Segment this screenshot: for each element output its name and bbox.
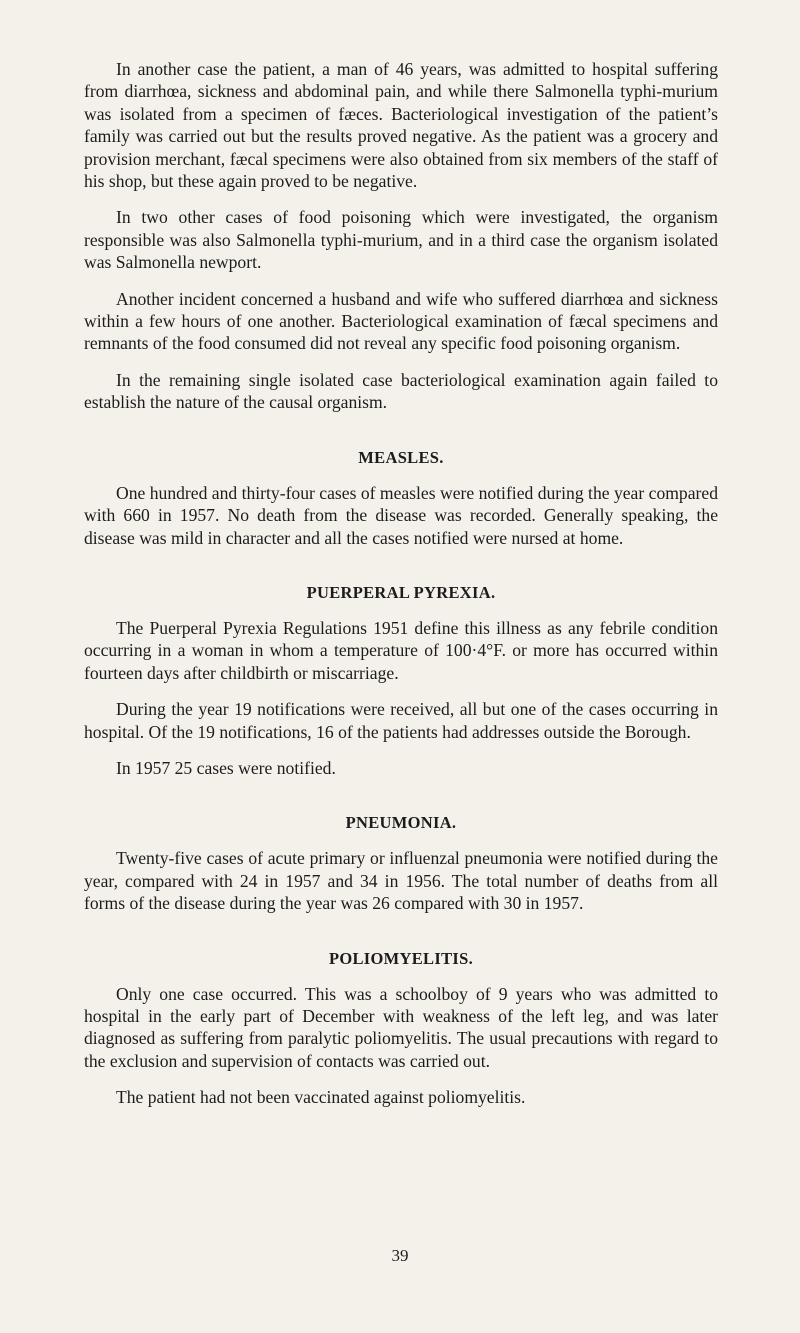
paragraph: The patient had not been vaccinated against poliomyelitis.	[116, 1087, 526, 1108]
poliomyelitis-section	[84, 915, 718, 1109]
pneumonia-section	[84, 779, 718, 914]
paragraph: In another case the patient, a man of 46 years, was admitted to hospital suffering from diarrhœa, sickness and abdominal pain, and while there Salmonella typhi-murium was isolated from a specimen of fæces. Bacteriological investigation of the patient’s family was carried out but the results proved negative. As the patient was a grocery and provision merchant, fæcal specimens were also obtained from six members of the staff of his shop, but these again proved to be negative.	[84, 59, 718, 192]
paragraph: In 1957 25 cases were notified.	[116, 757, 336, 778]
section-heading: PUERPERAL PYREXIA.	[306, 582, 496, 602]
paragraph: Twenty-five cases of acute primary or influenzal pneumonia were notified during the year, compared with 24 in 1957 and 34 in 1956. The total number of deaths from all forms of the disease during the year was 26 compared with 30 in 1957.	[84, 848, 718, 914]
section-heading: PNEUMONIA.	[345, 813, 457, 833]
page-number: 39	[391, 1246, 409, 1265]
puerperal-pyrexia-section	[84, 549, 718, 779]
section-heading: POLIOMYELITIS.	[328, 948, 474, 968]
measles-section	[84, 414, 718, 549]
paragraph: The Puerperal Pyrexia Regulations 1951 define this illness as any febrile condition occurring in a woman in whom a temperature of 100·4°F. or more has occurred within fourteen days after childbirth or miscarriage.	[84, 617, 718, 683]
section-heading: MEASLES.	[358, 447, 444, 467]
paragraph: Only one case occurred. This was a schoolboy of 9 years who was admitted to hospital in the early part of December with weakness of the left leg, and was later diagnosed as suffering from paralytic poliomyelitis. The usual precautions with regard to the exclusion and supervision of contacts was carried out.	[84, 983, 718, 1071]
food-poisoning-section	[84, 58, 718, 414]
paragraph: In two other cases of food poisoning which were investigated, the organism responsible was also Salmonella typhi-murium, and in a third case the organism isolated was Salmonella newport.	[84, 207, 718, 273]
paragraph: In the remaining single isolated case bacteriological examination again failed to establish the nature of the causal organism.	[84, 369, 718, 413]
paragraph: One hundred and thirty-four cases of measles were notified during the year compared with 660 in 1957. No death from the disease was recorded. Generally speaking, the disease was mild in character and all the cases notified were nursed at home.	[84, 482, 718, 548]
paragraph: During the year 19 notifications were received, all but one of the cases occurring in hospital. Of the 19 notifications, 16 of the patients had addresses outside the Borough.	[84, 699, 718, 742]
paragraph: Another incident concerned a husband and wife who suffered diarrhœa and sickness within a few hours of one another. Bacteriological examination of fæcal specimens and remnants of the food consumed did not reveal any specific food poisoning organism.	[84, 288, 718, 354]
